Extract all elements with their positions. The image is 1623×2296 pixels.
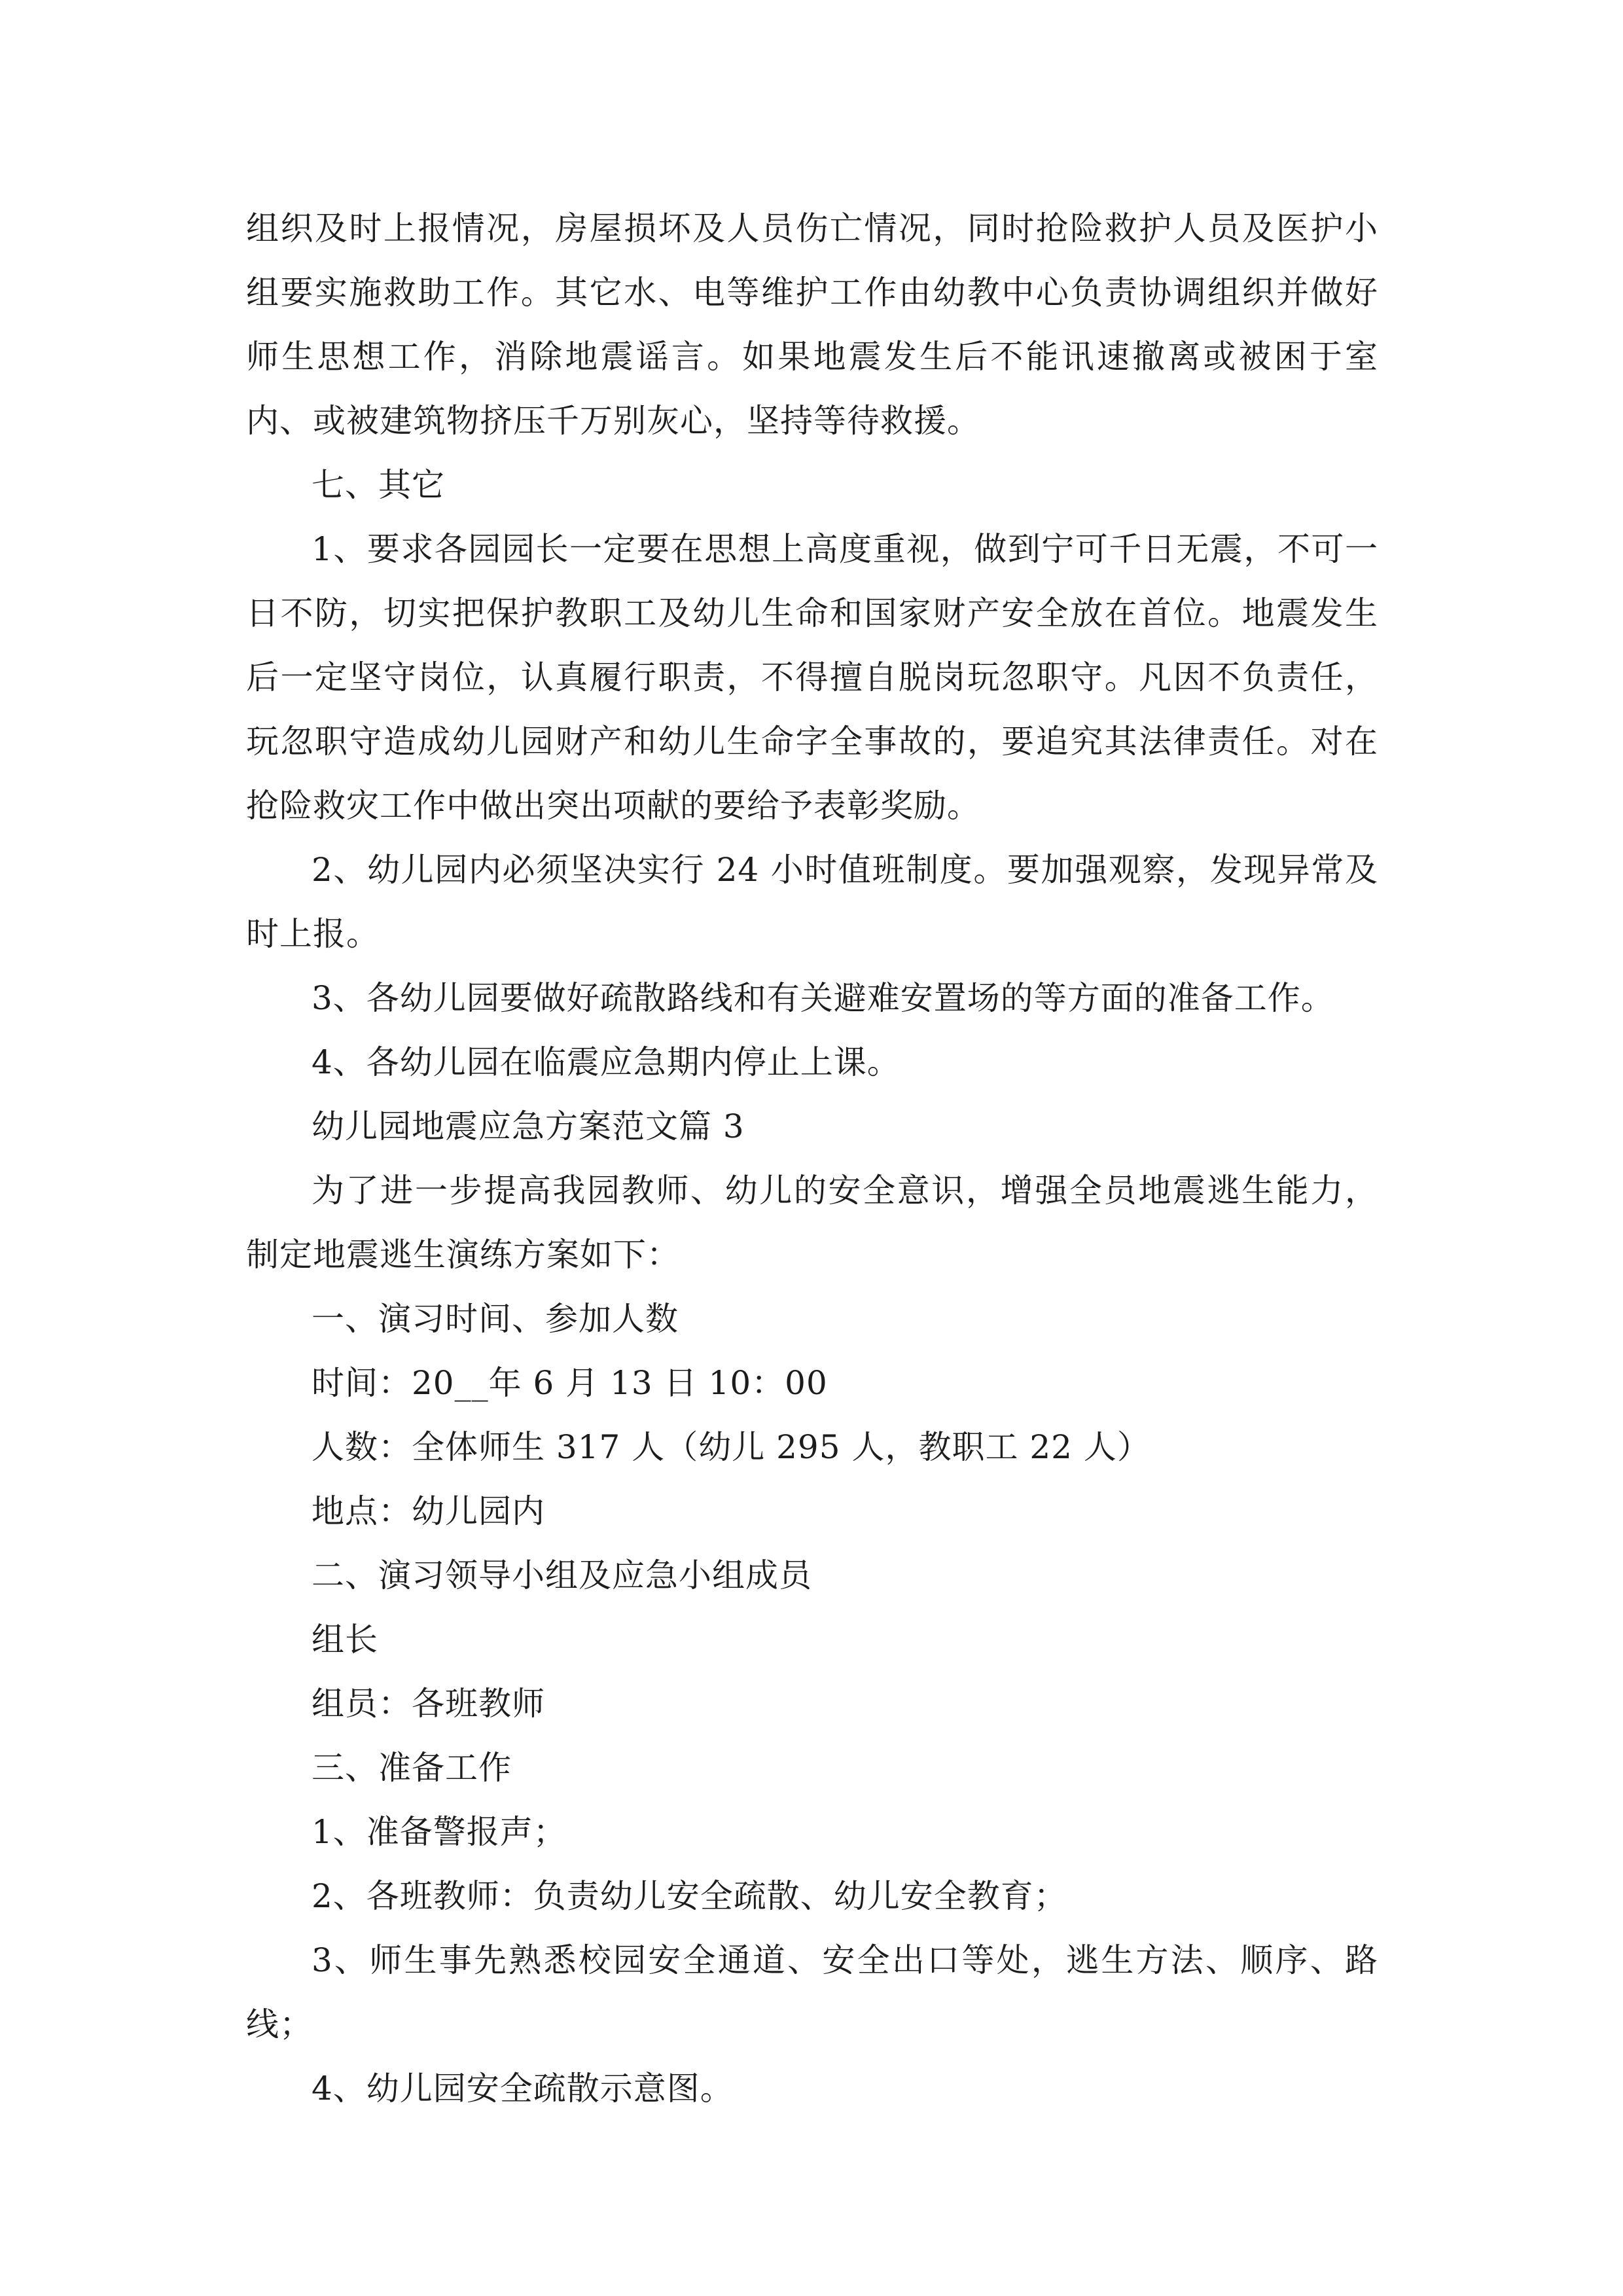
line-team-leader: 组长 <box>312 1621 378 1659</box>
document-body <box>246 196 1378 2121</box>
heading-section-7: 七、其它 <box>312 466 445 504</box>
paragraph-intro: 为了进一步提高我园教师、幼儿的安全意识，增强全员地震逃生能力，制定地震逃生演练方案如下： <box>246 1172 1378 1274</box>
line-team-members: 组员：各班教师 <box>312 1685 545 1723</box>
paragraph-item-4: 4、各幼儿园在临震应急期内停止上课。 <box>312 1043 901 1081</box>
paragraph-rescue-work: 组织及时上报情况，房屋损坏及人员伤亡情况，同时抢险救护人员及医护小组要实施救助工作。其它水、电等维护工作由幼教中心负责协调组织并做好师生思想工作，消除地震谣言。如果地震发生后不能讯速撤离或被困于室内、或被建筑物挤压千万别灰心，坚持等待救援。 <box>246 209 1378 440</box>
heading-section-2: 二、演习领导小组及应急小组成员 <box>312 1556 812 1594</box>
paragraph-item-1: 1、要求各园园长一定要在思想上高度重视，做到宁可千日无震，不可一日不防，切实把保护教职工及幼儿生命和国家财产安全放在首位。地震发生后一定坚守岗位，认真履行职责，不得擅自脱岗玩忽职守。凡因不负责任，玩忽职守造成幼儿园财产和幼儿生命字全事故的，要追究其法律责任。对在抢险救灾工作中做出突出项献的要给予表彰奖励。 <box>246 530 1378 825</box>
heading-section-3: 三、准备工作 <box>312 1749 512 1787</box>
article-title-3: 幼儿园地震应急方案范文篇 3 <box>312 1107 745 1145</box>
line-location: 地点：幼儿园内 <box>312 1492 545 1530</box>
prep-item-1: 1、准备警报声； <box>312 1813 567 1851</box>
prep-item-2: 2、各班教师：负责幼儿安全疏散、幼儿安全教育； <box>312 1877 1067 1915</box>
prep-item-3: 3、师生事先熟悉校园安全通道、安全出口等处，逃生方法、顺序、路线； <box>246 1941 1378 2043</box>
paragraph-item-2: 2、幼儿园内必须坚决实行 24 小时值班制度。要加强观察，发现异常及时上报。 <box>246 851 1378 953</box>
heading-section-1: 一、演习时间、参加人数 <box>312 1300 679 1338</box>
paragraph-item-3: 3、各幼儿园要做好疏散路线和有关避难安置场的等方面的准备工作。 <box>312 979 1334 1017</box>
line-time: 时间：20__年 6 月 13 日 10：00 <box>312 1364 828 1402</box>
prep-item-4: 4、幼儿园安全疏散示意图。 <box>312 2070 734 2108</box>
line-headcount: 人数：全体师生 317 人（幼儿 295 人，教职工 22 人） <box>312 1428 1150 1466</box>
